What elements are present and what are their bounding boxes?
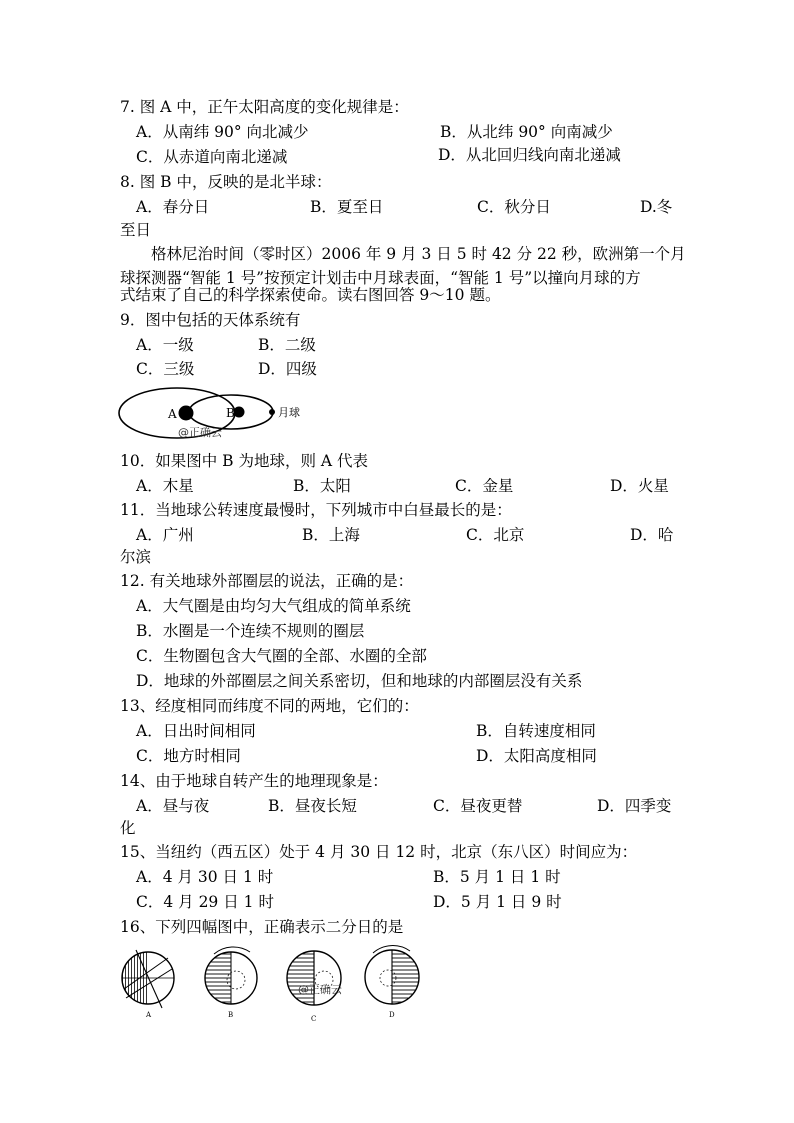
globe-c	[287, 951, 342, 1023]
q14-option-a: A．昼与夜	[136, 797, 210, 815]
moon-dot	[269, 409, 275, 415]
q12-option-b: B．水圈是一个连续不规则的圈层	[136, 622, 365, 640]
q13-option-d: D．太阳高度相同	[476, 747, 597, 765]
q14-option-d-continued: 化	[120, 819, 136, 837]
q8-stem: 8. 图 B 中，反映的是北半球：	[120, 173, 332, 191]
q10-stem: 10．如果图中 B 为地球，则 A 代表	[120, 452, 369, 470]
globes-figure	[118, 944, 428, 1026]
passage-line-1: 格林尼治时间（零时区）2006 年 9 月 3 日 5 时 42 分 22 秒，欧洲第一个月	[151, 245, 686, 263]
q14-option-b: B．昼夜长短	[268, 797, 357, 815]
passage-line-3: 式结束了自己的科学探索使命。读右图回答 9～10 题。	[120, 286, 501, 304]
q15-option-c: C．4 月 29 日 1 时	[136, 893, 274, 911]
globes-watermark: @正确云	[298, 983, 342, 996]
q15-option-b: B．5 月 1 日 1 时	[433, 868, 561, 886]
q9-stem: 9．图中包括的天体系统有	[120, 311, 301, 329]
q15-option-d: D．5 月 1 日 9 时	[433, 893, 562, 911]
globe-d-caption: D	[389, 1011, 395, 1019]
body-a	[179, 406, 194, 421]
q7-option-d: D．从北回归线向南北递减	[438, 146, 621, 164]
q10-option-a: A．木星	[136, 477, 194, 495]
passage-line-2: 球探测器“智能 1 号”按预定计划击中月球表面，“智能 1 号”以撞向月球的方	[120, 269, 641, 287]
orbit-figure	[118, 385, 318, 443]
q7-option-b: B．从北纬 90° 向南减少	[440, 123, 613, 141]
q11-option-b: B．上海	[302, 526, 360, 544]
q9-option-b: B．二级	[258, 336, 316, 354]
q9-option-d: D．四级	[258, 360, 317, 378]
q11-option-a: A．广州	[136, 526, 194, 544]
label-a: A	[168, 407, 177, 421]
globe-d	[365, 946, 419, 1019]
q10-option-d: D．火星	[610, 477, 669, 495]
q9-option-c: C．三级	[136, 360, 195, 378]
q8-option-a: A．春分日	[136, 198, 210, 216]
q14-stem: 14、由于地球自转产生的地理现象是：	[120, 772, 388, 790]
q12-option-a: A．大气圈是由均匀大气组成的简单系统	[136, 597, 411, 615]
globe-c-caption: C	[311, 1015, 317, 1023]
q14-option-d: D．四季变	[597, 797, 672, 815]
q12-option-c: C．生物圈包含大气圈的全部、水圈的全部	[136, 647, 427, 665]
q10-option-c: C．金星	[455, 477, 514, 495]
q8-option-b: B．夏至日	[310, 198, 384, 216]
q9-option-a: A．一级	[136, 336, 194, 354]
globe-b	[205, 947, 257, 1019]
body-b	[234, 407, 245, 418]
q11-stem: 11．当地球公转速度最慢时，下列城市中白昼最长的是：	[120, 501, 512, 519]
q13-option-b: B．自转速度相同	[476, 722, 596, 740]
q7-option-a: A．从南纬 90° 向北减少	[136, 123, 309, 141]
q8-option-d: D.冬	[640, 198, 673, 216]
q7-stem: 7. 图 A 中，正午太阳高度的变化规律是：	[120, 98, 409, 116]
q11-option-d-continued: 尔滨	[120, 548, 152, 566]
q8-option-c: C．秋分日	[477, 198, 551, 216]
globe-b-caption: B	[228, 1011, 234, 1019]
q8-option-d-continued: 至日	[120, 221, 152, 239]
orbit-watermark: @正确云	[178, 426, 222, 439]
q7-option-c: C．从赤道向南北递减	[136, 148, 288, 166]
q12-option-d: D．地球的外部圈层之间关系密切，但和地球的内部圈层没有关系	[136, 672, 583, 690]
q13-option-c: C．地方时相同	[136, 747, 241, 765]
q10-option-b: B．太阳	[293, 477, 351, 495]
label-moon: 月球	[278, 406, 300, 419]
globe-a-caption: A	[146, 1011, 152, 1019]
q13-stem: 13、经度相同而纬度不同的两地，它们的：	[120, 697, 419, 715]
q13-option-a: A．日出时间相同	[136, 722, 256, 740]
q15-stem: 15、当纽约（西五区）处于 4 月 30 日 12 时，北京（东八区）时间应为：	[120, 843, 638, 861]
label-b: B	[226, 406, 235, 420]
q11-option-c: C．北京	[466, 526, 525, 544]
q15-option-a: A．4 月 30 日 1 时	[136, 868, 274, 886]
q11-option-d: D．哈	[630, 526, 674, 544]
q16-stem: 16、下列四幅图中，正确表示二分日的是	[120, 918, 404, 936]
q14-option-c: C．昼夜更替	[433, 797, 523, 815]
globe-a	[122, 950, 174, 1019]
q12-stem: 12. 有关地球外部圈层的说法，正确的是：	[120, 572, 414, 590]
